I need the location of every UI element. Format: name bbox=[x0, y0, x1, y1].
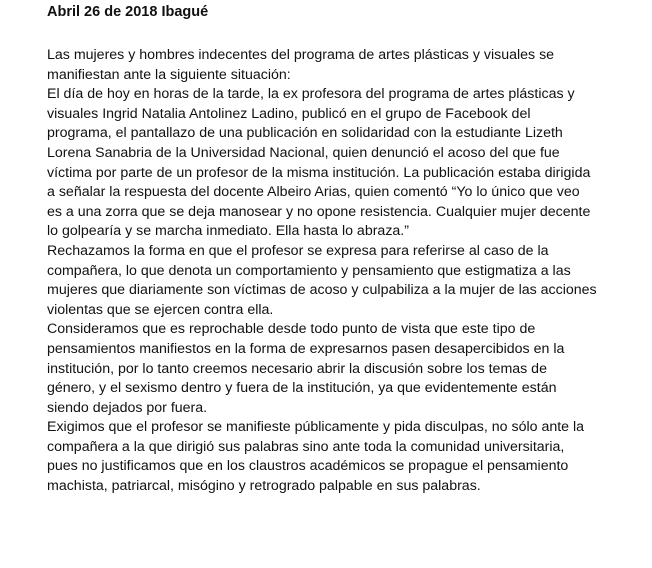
text-line: visuales Ingrid Natalia Antolinez Ladino, publicó en el grupo de Facebook del bbox=[47, 105, 531, 122]
text-line: institución, por lo tanto creemos necesario abrir la discusión sobre los temas de bbox=[47, 360, 547, 377]
text-line: lo golpearía y se marcha inmediato. Ella hasta lo abraza.” bbox=[47, 223, 409, 240]
text-line: compañera a la que dirigió sus palabras sino ante toda la comunidad universitaria, bbox=[47, 438, 565, 455]
text-line: Lorena Sanabria de la Universidad Nacional, quien denunció el acoso del que fue bbox=[47, 144, 560, 161]
text-line: programa, el pantallazo de una publicación en solidaridad con la estudiante Lizeth bbox=[47, 125, 563, 142]
text-line: machista, patriarcal, misógino y retrogrado palpable en sus palabras. bbox=[47, 478, 481, 495]
text-line: siendo dejados por fuera. bbox=[47, 399, 208, 416]
text-line: es a una zorra que se deja manosear y no opone resistencia. Cualquier mujer decente bbox=[47, 203, 591, 220]
text-line: a señalar la respuesta del docente Albeiro Arias, quien comentó “Yo lo único que veo bbox=[47, 184, 580, 201]
text-line: pues no justificamos que en los claustros académicos se propague el pensamiento bbox=[47, 458, 569, 475]
text-line: género, y el sexismo dentro y fuera de la institución, ya que evidentemente están bbox=[47, 380, 557, 397]
text-line: mujeres que diariamente son víctimas de acoso y culpabiliza a la mujer de las acciones bbox=[47, 282, 597, 299]
text-line: víctima por parte de un profesor de la misma institución. La publicación estaba dirigida bbox=[47, 164, 591, 181]
date-heading: Abril 26 de 2018 Ibagué bbox=[47, 4, 209, 20]
text-line: compañera, lo que denota un comportamiento y pensamiento que estigmatiza a las bbox=[47, 262, 571, 279]
text-line: Exigimos que el profesor se manifieste públicamente y pida disculpas, no sólo ante la bbox=[47, 419, 585, 436]
text-line: pensamientos manifiestos en la forma de expresarnos pasen desapercibidos en la bbox=[47, 340, 565, 357]
text-line: Las mujeres y hombres indecentes del programa de artes plásticas y visuales se bbox=[47, 47, 555, 63]
text-line: Consideramos que es reprochable desde todo punto de vista que este tipo de bbox=[47, 321, 536, 338]
statement-body bbox=[47, 46, 647, 497]
text-line: El día de hoy en horas de la tarde, la ex profesora del programa de artes plásticas y bbox=[47, 86, 575, 103]
text-line: manifiestan ante la siguiente situación: bbox=[47, 66, 291, 83]
text-line: violentas que se ejercen contra ella. bbox=[47, 301, 274, 318]
text-line: Rechazamos la forma en que el profesor se expresa para referirse al caso de la bbox=[47, 242, 549, 259]
